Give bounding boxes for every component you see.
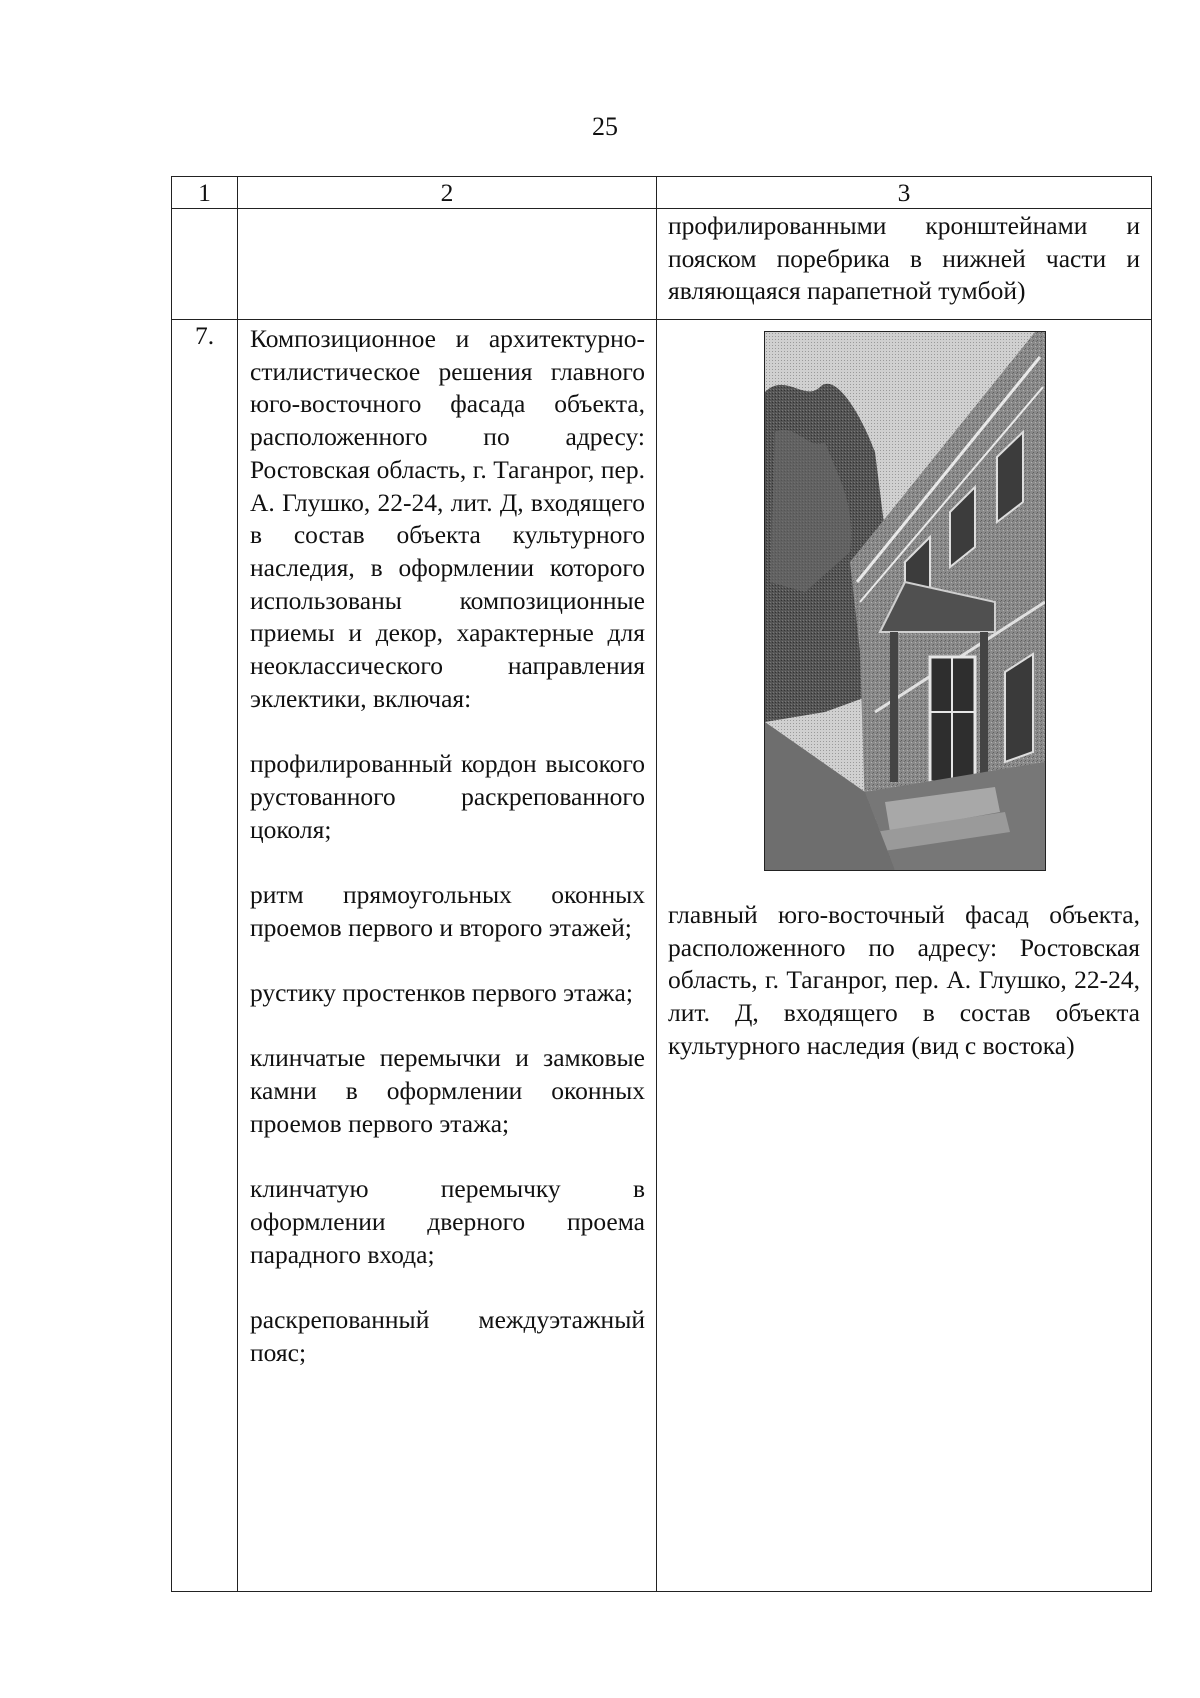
facade-photo [764, 331, 1046, 871]
continuation-text: профилированными кронштейнами и пояском поребрика в нижней части и являющаяся парапетной тумбой) [668, 211, 1140, 306]
header-col-3: 3 [657, 177, 1152, 209]
continuation-col-3 [657, 209, 1152, 320]
building-photo-image [765, 332, 1045, 870]
feature-item-6: раскрепованный междуэтажный пояс; [250, 1305, 645, 1367]
table-header-row [172, 177, 1152, 209]
page-number: 25 [592, 112, 618, 141]
photo-caption: главный юго-восточный фасад объекта, расположенного по адресу: Ростовская область, г. Таганрог, пер. А. Глушко, 22-24, лит. Д, входящего в состав объекта культурного наследия (вид с востока) [668, 900, 1140, 1060]
feature-item-2: ритм прямоугольных оконных проемов первого и второго этажей; [250, 879, 645, 942]
row-intro-text: Композиционное и архитектурно-стилистическое решения главного юго-восточного фасада объекта, расположенного по адресу: Ростовская область, г. Таганрог, пер. А. Глушко, 22-24, лит. Д, входящего в состав объекта культурного наследия, в оформлении которого использованы композиционные приемы и декор, характерные для неоклассического направления эклектики, включая: [250, 324, 645, 713]
heritage-table [171, 176, 1152, 1592]
continuation-col-1 [172, 209, 238, 320]
header-col-1: 1 [172, 177, 238, 209]
continuation-col-2 [238, 209, 657, 320]
table-row-continuation [172, 209, 1152, 320]
feature-item-1: профилированный кордон высокого рустованного раскрепованного цоколя; [250, 749, 645, 844]
row-description-cell [238, 320, 657, 1592]
header-col-2: 2 [238, 177, 657, 209]
table-row-7 [172, 320, 1152, 1592]
row-number: 7. [172, 320, 238, 1592]
feature-item-3: рустику простенков первого этажа; [250, 978, 633, 1008]
feature-item-5: клинчатую перемычку в оформлении дверного проема парадного входа; [250, 1174, 645, 1269]
row-photo-cell [657, 320, 1152, 1592]
feature-item-4: клинчатые перемычки и замковые камни в оформлении оконных проемов первого этажа; [250, 1043, 645, 1138]
